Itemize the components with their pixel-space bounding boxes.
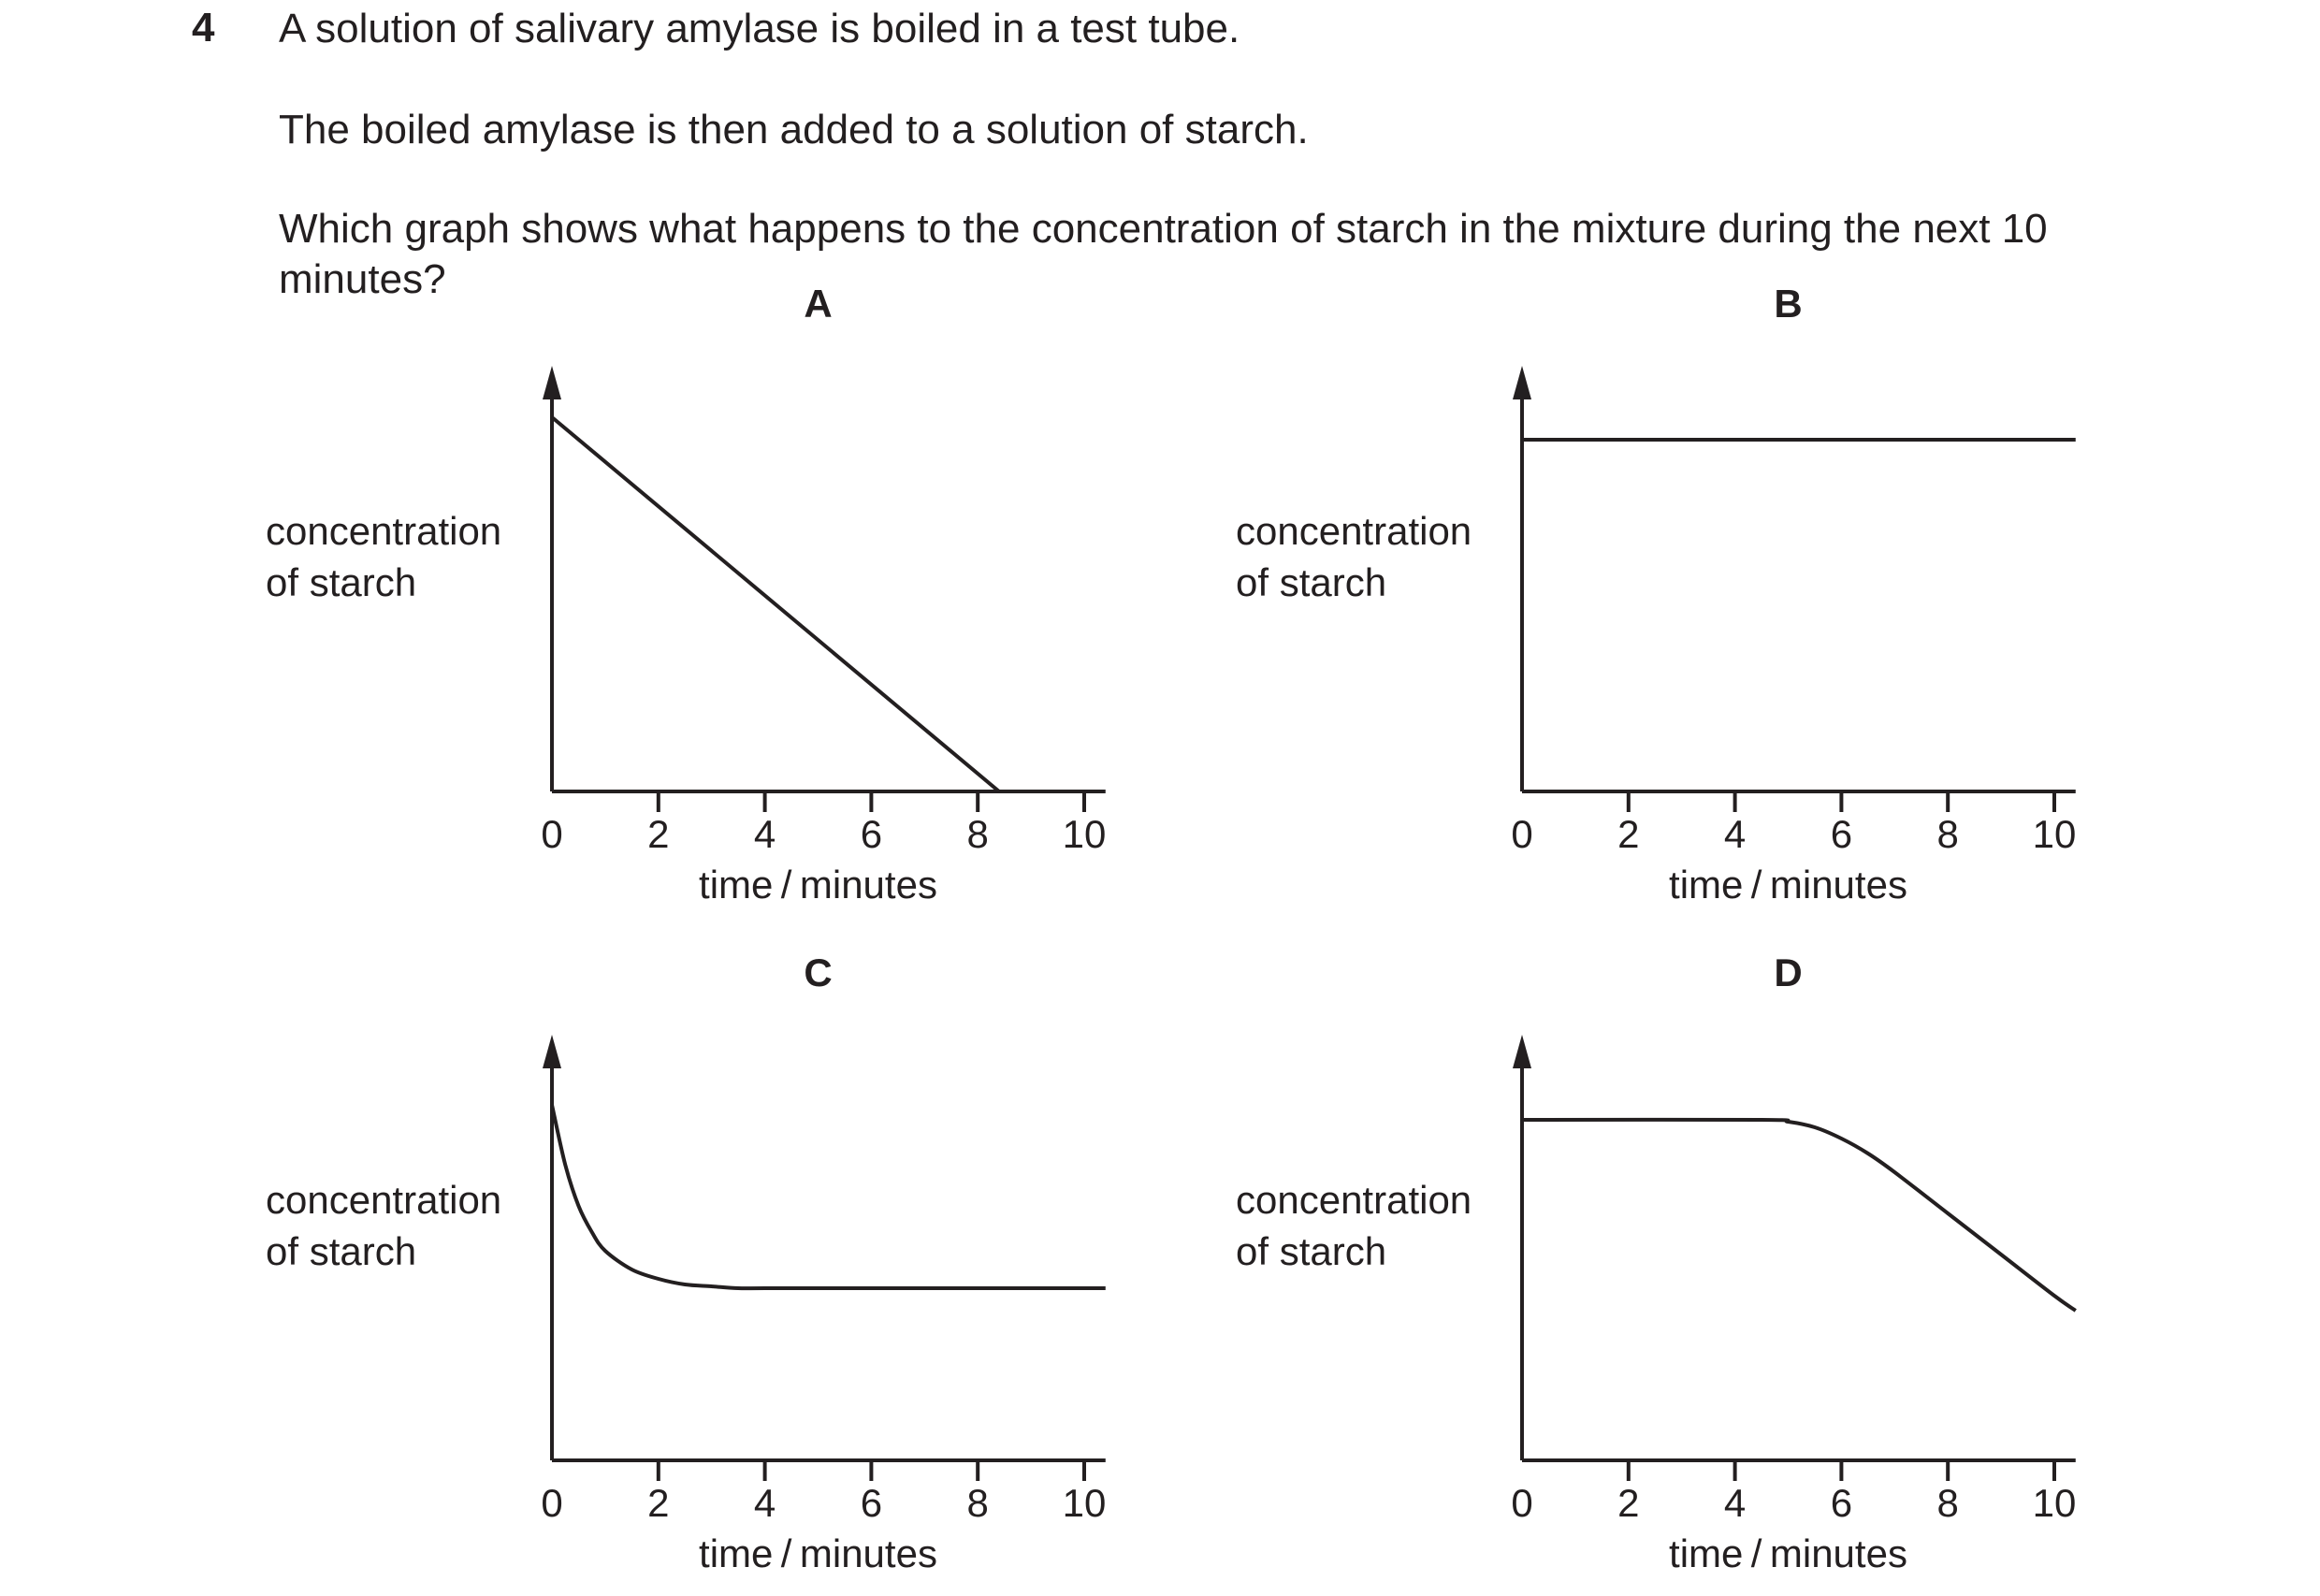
graph-d-x-label: time / minutes bbox=[1669, 1531, 1907, 1575]
graph-a-x-label: time / minutes bbox=[699, 863, 937, 907]
graph-d-tick-label: 6 bbox=[1830, 1481, 1853, 1525]
graph-a-series-line bbox=[552, 417, 999, 791]
graph-a-y-label: of starch bbox=[266, 560, 417, 604]
graph-a bbox=[266, 282, 1106, 907]
graph-a-tick-label: 8 bbox=[966, 812, 989, 856]
graph-a-tick-label: 6 bbox=[860, 812, 883, 856]
graph-b-tick-label: 6 bbox=[1830, 812, 1853, 856]
question-line-3: Which graph shows what happens to the concentration of starch in the mixture during the next 10 bbox=[279, 206, 2048, 252]
graph-d-title: D bbox=[1774, 950, 1803, 994]
graph-c-series-line bbox=[552, 1105, 1106, 1288]
graph-b-y-arrow bbox=[1513, 366, 1531, 399]
graph-c bbox=[266, 950, 1106, 1575]
graph-b-tick-label: 2 bbox=[1617, 812, 1640, 856]
graph-c-y-arrow bbox=[543, 1035, 561, 1068]
graph-b-y-label: concentration bbox=[1236, 509, 1472, 553]
graph-b-tick-label: 4 bbox=[1723, 812, 1747, 856]
graph-b-tick-label: 8 bbox=[1936, 812, 1959, 856]
graph-c-tick-label: 4 bbox=[753, 1481, 776, 1525]
graph-d-series-line bbox=[1522, 1120, 2076, 1311]
graph-b bbox=[1236, 282, 2076, 907]
question-line-4: minutes? bbox=[279, 256, 446, 302]
graph-c-tick-label: 0 bbox=[541, 1481, 563, 1525]
graph-c-tick-label: 10 bbox=[1062, 1481, 1107, 1525]
graph-c-x-label: time / minutes bbox=[699, 1531, 937, 1575]
graph-d-tick-label: 10 bbox=[2032, 1481, 2077, 1525]
graph-c-title: C bbox=[804, 950, 833, 994]
graph-c-y-label: of starch bbox=[266, 1229, 417, 1273]
graph-d-tick-label: 4 bbox=[1723, 1481, 1747, 1525]
question-line-2: The boiled amylase is then added to a solution of starch. bbox=[279, 107, 1309, 152]
graph-a-title: A bbox=[804, 282, 833, 326]
question-line-1: A solution of salivary amylase is boiled in a test tube. bbox=[279, 6, 1240, 51]
graph-b-tick-label: 10 bbox=[2032, 812, 2077, 856]
graph-d-y-label: of starch bbox=[1236, 1229, 1387, 1273]
graph-b-y-label: of starch bbox=[1236, 560, 1387, 604]
graph-c-tick-label: 2 bbox=[647, 1481, 670, 1525]
graph-d-y-label: concentration bbox=[1236, 1178, 1472, 1222]
graph-c-tick-label: 6 bbox=[860, 1481, 883, 1525]
graph-d bbox=[1236, 950, 2076, 1575]
graph-b-tick-label: 0 bbox=[1511, 812, 1533, 856]
graph-d-tick-label: 2 bbox=[1617, 1481, 1640, 1525]
graph-c-y-label: concentration bbox=[266, 1178, 502, 1222]
graph-a-tick-label: 10 bbox=[1062, 812, 1107, 856]
graph-d-tick-label: 0 bbox=[1511, 1481, 1533, 1525]
graph-d-tick-label: 8 bbox=[1936, 1481, 1959, 1525]
graph-c-tick-label: 8 bbox=[966, 1481, 989, 1525]
graph-b-x-label: time / minutes bbox=[1669, 863, 1907, 907]
graph-a-y-arrow bbox=[543, 366, 561, 399]
question-number: 4 bbox=[192, 5, 215, 51]
graph-a-tick-label: 2 bbox=[647, 812, 670, 856]
graph-a-y-label: concentration bbox=[266, 509, 502, 553]
graph-d-y-arrow bbox=[1513, 1035, 1531, 1068]
graph-a-tick-label: 0 bbox=[541, 812, 563, 856]
graph-b-title: B bbox=[1774, 282, 1803, 326]
graph-a-tick-label: 4 bbox=[753, 812, 776, 856]
